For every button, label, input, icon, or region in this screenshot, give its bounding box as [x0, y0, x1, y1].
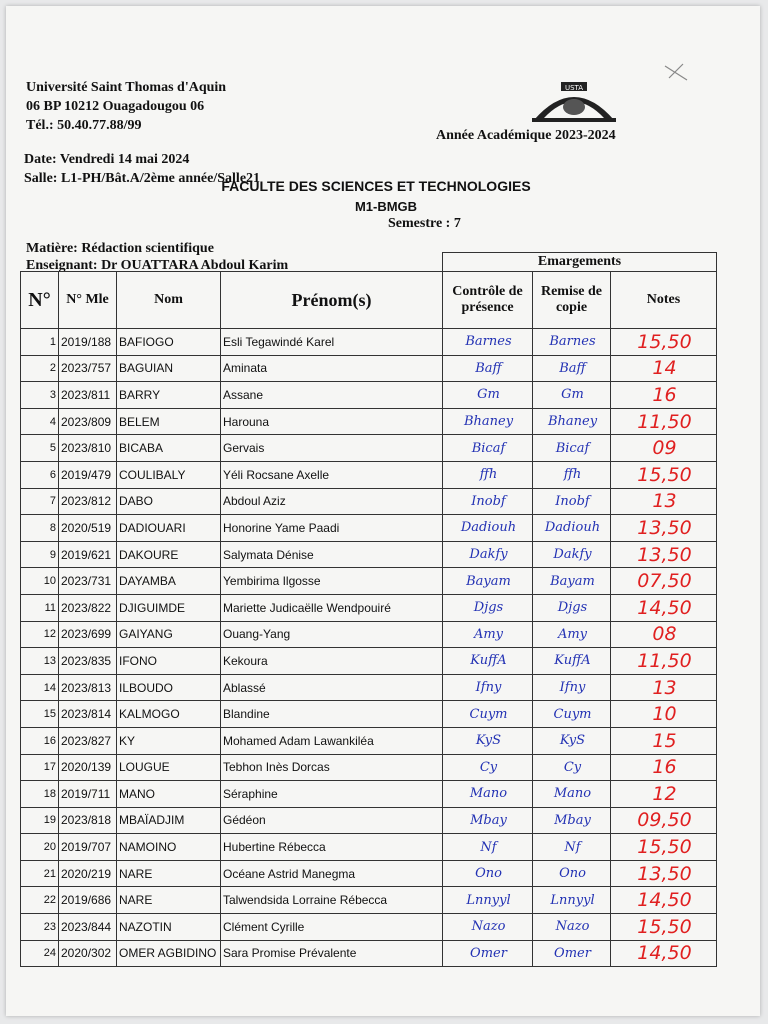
- row-number: 6: [21, 461, 59, 488]
- grade-cell: 08: [611, 621, 717, 648]
- table-row: [21, 781, 717, 808]
- copie-signature: KyS: [533, 727, 611, 754]
- grade-cell: 15,50: [611, 329, 717, 356]
- matricule-cell: 2019/707: [59, 834, 117, 861]
- table-row: [21, 515, 717, 542]
- matricule-cell: 2023/835: [59, 648, 117, 675]
- nom-cell: OMER AGBIDINO: [117, 940, 221, 967]
- grade-cell: 15,50: [611, 834, 717, 861]
- table-row: [21, 329, 717, 356]
- col-copie: Remise de copie: [533, 272, 611, 329]
- grade-cell: 09,50: [611, 807, 717, 834]
- table-row: [21, 435, 717, 462]
- presence-signature: Omer: [443, 940, 533, 967]
- row-number: 18: [21, 781, 59, 808]
- university-logo: [528, 80, 620, 124]
- nom-cell: NARE: [117, 887, 221, 914]
- row-number: 16: [21, 727, 59, 754]
- copie-signature: Ono: [533, 860, 611, 887]
- copie-signature: KuffA: [533, 648, 611, 675]
- presence-signature: Baff: [443, 355, 533, 382]
- prenom-cell: Yembirima Ilgosse: [221, 568, 443, 595]
- row-number: 9: [21, 541, 59, 568]
- copie-signature: Baff: [533, 355, 611, 382]
- matricule-cell: 2023/811: [59, 382, 117, 409]
- table-row: [21, 461, 717, 488]
- grade-cell: 13: [611, 674, 717, 701]
- copie-signature: Inobf: [533, 488, 611, 515]
- matricule-cell: 2020/302: [59, 940, 117, 967]
- presence-signature: Ifny: [443, 674, 533, 701]
- nom-cell: BARRY: [117, 382, 221, 409]
- row-number: 11: [21, 594, 59, 621]
- presence-signature: Amy: [443, 621, 533, 648]
- table-row: [21, 541, 717, 568]
- table-row: [21, 940, 717, 967]
- matricule-cell: 2023/814: [59, 701, 117, 728]
- presence-signature: Bayam: [443, 568, 533, 595]
- grade-cell: 15,50: [611, 461, 717, 488]
- grade-cell: 13,50: [611, 860, 717, 887]
- nom-cell: GAIYANG: [117, 621, 221, 648]
- prenom-cell: Séraphine: [221, 781, 443, 808]
- university-phone: Tél.: 50.40.77.88/99: [26, 118, 142, 133]
- grade-cell: 11,50: [611, 648, 717, 675]
- nom-cell: DJIGUIMDE: [117, 594, 221, 621]
- presence-signature: Djgs: [443, 594, 533, 621]
- grade-cell: 13,50: [611, 515, 717, 542]
- col-presence: Contrôle de présence: [443, 272, 533, 329]
- presence-signature: Mbay: [443, 807, 533, 834]
- row-number: 1: [21, 329, 59, 356]
- row-number: 22: [21, 887, 59, 914]
- emargements-header: Emargements: [443, 253, 717, 272]
- table-row: [21, 488, 717, 515]
- nom-cell: DADIOUARI: [117, 515, 221, 542]
- nom-cell: MBAÏADJIM: [117, 807, 221, 834]
- presence-signature: Barnes: [443, 329, 533, 356]
- matricule-cell: 2023/731: [59, 568, 117, 595]
- table-row: [21, 807, 717, 834]
- matricule-cell: 2019/621: [59, 541, 117, 568]
- table-row: [21, 727, 717, 754]
- row-number: 12: [21, 621, 59, 648]
- matricule-cell: 2023/822: [59, 594, 117, 621]
- prenom-cell: Blandine: [221, 701, 443, 728]
- matricule-cell: 2019/188: [59, 329, 117, 356]
- prenom-cell: Honorine Yame Paadi: [221, 515, 443, 542]
- attendance-sheet: [6, 6, 760, 1016]
- copie-signature: Omer: [533, 940, 611, 967]
- grade-cell: 14,50: [611, 594, 717, 621]
- grade-cell: 14: [611, 355, 717, 382]
- copie-signature: Lnnyyl: [533, 887, 611, 914]
- table-row: [21, 834, 717, 861]
- copie-signature: Nf: [533, 834, 611, 861]
- nom-cell: DAKOURE: [117, 541, 221, 568]
- grade-cell: 16: [611, 382, 717, 409]
- presence-signature: Mano: [443, 781, 533, 808]
- matricule-cell: 2023/699: [59, 621, 117, 648]
- university-block: [26, 78, 226, 135]
- prenom-cell: Mariette Judicaëlle Wendpouiré: [221, 594, 443, 621]
- academic-year: Année Académique 2023-2024: [436, 128, 616, 143]
- row-number: 10: [21, 568, 59, 595]
- copie-signature: Gm: [533, 382, 611, 409]
- copie-signature: Dakfy: [533, 541, 611, 568]
- row-number: 24: [21, 940, 59, 967]
- matricule-cell: 2023/827: [59, 727, 117, 754]
- presence-signature: KuffA: [443, 648, 533, 675]
- col-notes: Notes: [611, 272, 717, 329]
- copie-signature: Bicaf: [533, 435, 611, 462]
- copie-signature: Bayam: [533, 568, 611, 595]
- nom-cell: BAGUIAN: [117, 355, 221, 382]
- nom-cell: KY: [117, 727, 221, 754]
- prenom-cell: Sara Promise Prévalente: [221, 940, 443, 967]
- prenom-cell: Clément Cyrille: [221, 914, 443, 941]
- copie-signature: Mano: [533, 781, 611, 808]
- table-row: [21, 594, 717, 621]
- grade-cell: 13,50: [611, 541, 717, 568]
- row-number: 2: [21, 355, 59, 382]
- row-number: 8: [21, 515, 59, 542]
- prenom-cell: Gervais: [221, 435, 443, 462]
- matricule-cell: 2023/813: [59, 674, 117, 701]
- nom-cell: IFONO: [117, 648, 221, 675]
- matricule-cell: 2023/818: [59, 807, 117, 834]
- row-number: 19: [21, 807, 59, 834]
- table-row: [21, 860, 717, 887]
- presence-signature: Lnnyyl: [443, 887, 533, 914]
- prenom-cell: Assane: [221, 382, 443, 409]
- prenom-cell: Ouang-Yang: [221, 621, 443, 648]
- grade-cell: 12: [611, 781, 717, 808]
- university-name: Université Saint Thomas d'Aquin: [26, 80, 227, 95]
- presence-signature: Gm: [443, 382, 533, 409]
- matricule-cell: 2019/711: [59, 781, 117, 808]
- presence-signature: Bicaf: [443, 435, 533, 462]
- copie-signature: Amy: [533, 621, 611, 648]
- nom-cell: DAYAMBA: [117, 568, 221, 595]
- table-row: [21, 568, 717, 595]
- presence-signature: Ono: [443, 860, 533, 887]
- grade-cell: 14,50: [611, 940, 717, 967]
- row-number: 5: [21, 435, 59, 462]
- nom-cell: NAZOTIN: [117, 914, 221, 941]
- grade-cell: 14,50: [611, 887, 717, 914]
- svg-text:USTA: USTA: [564, 84, 584, 92]
- grade-cell: 15,50: [611, 914, 717, 941]
- presence-signature: Dadiouh: [443, 515, 533, 542]
- prenom-cell: Salymata Dénise: [221, 541, 443, 568]
- teacher-label: Enseignant: Dr OUATTARA Abdoul Karim: [26, 258, 289, 273]
- row-number: 21: [21, 860, 59, 887]
- grade-cell: 15: [611, 727, 717, 754]
- matricule-cell: 2019/479: [59, 461, 117, 488]
- row-number: 14: [21, 674, 59, 701]
- matricule-cell: 2023/844: [59, 914, 117, 941]
- matricule-cell: 2023/757: [59, 355, 117, 382]
- copie-signature: Ifny: [533, 674, 611, 701]
- table-row: [21, 355, 717, 382]
- grade-cell: 10: [611, 701, 717, 728]
- presence-signature: Cuym: [443, 701, 533, 728]
- attendance-table: [20, 252, 717, 967]
- presence-signature: Nf: [443, 834, 533, 861]
- nom-cell: COULIBALY: [117, 461, 221, 488]
- exam-room: Salle: L1-PH/Bât.A/2ème année/Salle21: [24, 171, 261, 186]
- presence-signature: Cy: [443, 754, 533, 781]
- grade-cell: 16: [611, 754, 717, 781]
- nom-cell: LOUGUE: [117, 754, 221, 781]
- copie-signature: Djgs: [533, 594, 611, 621]
- subject-label: Matière: Rédaction scientifique: [26, 241, 214, 256]
- row-number: 23: [21, 914, 59, 941]
- table-body: [21, 329, 717, 967]
- copie-signature: Nazo: [533, 914, 611, 941]
- grade-cell: 13: [611, 488, 717, 515]
- prenom-cell: Mohamed Adam Lawankiléa: [221, 727, 443, 754]
- copie-signature: Dadiouh: [533, 515, 611, 542]
- faculty-title: FACULTE DES SCIENCES ET TECHNOLOGIES: [221, 178, 531, 194]
- matricule-cell: 2019/686: [59, 887, 117, 914]
- table-row: [21, 408, 717, 435]
- prenom-cell: Harouna: [221, 408, 443, 435]
- prenom-cell: Océane Astrid Manegma: [221, 860, 443, 887]
- prenom-cell: Gédéon: [221, 807, 443, 834]
- row-number: 13: [21, 648, 59, 675]
- table-row: [21, 674, 717, 701]
- nom-cell: BAFIOGO: [117, 329, 221, 356]
- prenom-cell: Yéli Rocsane Axelle: [221, 461, 443, 488]
- copie-signature: Barnes: [533, 329, 611, 356]
- prenom-cell: Abdoul Aziz: [221, 488, 443, 515]
- prenom-cell: Aminata: [221, 355, 443, 382]
- col-mle: N° Mle: [59, 272, 117, 329]
- copie-signature: Cuym: [533, 701, 611, 728]
- prenom-cell: Esli Tegawindé Karel: [221, 329, 443, 356]
- nom-cell: DABO: [117, 488, 221, 515]
- nom-cell: BICABA: [117, 435, 221, 462]
- row-number: 4: [21, 408, 59, 435]
- copie-signature: ffh: [533, 461, 611, 488]
- table-row: [21, 382, 717, 409]
- presence-signature: Inobf: [443, 488, 533, 515]
- presence-signature: Bhaney: [443, 408, 533, 435]
- table-row: [21, 621, 717, 648]
- nom-cell: ILBOUDO: [117, 674, 221, 701]
- nom-cell: NARE: [117, 860, 221, 887]
- semester-label: Semestre : 7: [388, 216, 461, 231]
- exam-date: Date: Vendredi 14 mai 2024: [24, 152, 190, 167]
- copie-signature: Mbay: [533, 807, 611, 834]
- presence-signature: ffh: [443, 461, 533, 488]
- grade-cell: 11,50: [611, 408, 717, 435]
- nom-cell: KALMOGO: [117, 701, 221, 728]
- matricule-cell: 2020/519: [59, 515, 117, 542]
- prenom-cell: Hubertine Rébecca: [221, 834, 443, 861]
- row-number: 20: [21, 834, 59, 861]
- table-row: [21, 914, 717, 941]
- prenom-cell: Ablassé: [221, 674, 443, 701]
- row-number: 17: [21, 754, 59, 781]
- col-prenom: Prénom(s): [221, 272, 443, 329]
- prenom-cell: Kekoura: [221, 648, 443, 675]
- matricule-cell: 2020/139: [59, 754, 117, 781]
- prenom-cell: Talwendsida Lorraine Rébecca: [221, 887, 443, 914]
- row-number: 15: [21, 701, 59, 728]
- col-nom: Nom: [117, 272, 221, 329]
- presence-signature: Dakfy: [443, 541, 533, 568]
- university-address: 06 BP 10212 Ouagadougou 06: [26, 99, 205, 114]
- col-no: N°: [21, 272, 59, 329]
- nom-cell: BELEM: [117, 408, 221, 435]
- grade-cell: 07,50: [611, 568, 717, 595]
- program-code: M1-BMGB: [354, 199, 418, 214]
- row-number: 3: [21, 382, 59, 409]
- copie-signature: Bhaney: [533, 408, 611, 435]
- row-number: 7: [21, 488, 59, 515]
- table-row: [21, 887, 717, 914]
- nom-cell: MANO: [117, 781, 221, 808]
- presence-signature: Nazo: [443, 914, 533, 941]
- table-row: [21, 648, 717, 675]
- matricule-cell: 2023/812: [59, 488, 117, 515]
- grade-cell: 09: [611, 435, 717, 462]
- matricule-cell: 2023/809: [59, 408, 117, 435]
- prenom-cell: Tebhon Inès Dorcas: [221, 754, 443, 781]
- table-row: [21, 754, 717, 781]
- matricule-cell: 2020/219: [59, 860, 117, 887]
- matricule-cell: 2023/810: [59, 435, 117, 462]
- corner-mark-icon: [661, 62, 691, 87]
- table-row: [21, 701, 717, 728]
- nom-cell: NAMOINO: [117, 834, 221, 861]
- presence-signature: KyS: [443, 727, 533, 754]
- copie-signature: Cy: [533, 754, 611, 781]
